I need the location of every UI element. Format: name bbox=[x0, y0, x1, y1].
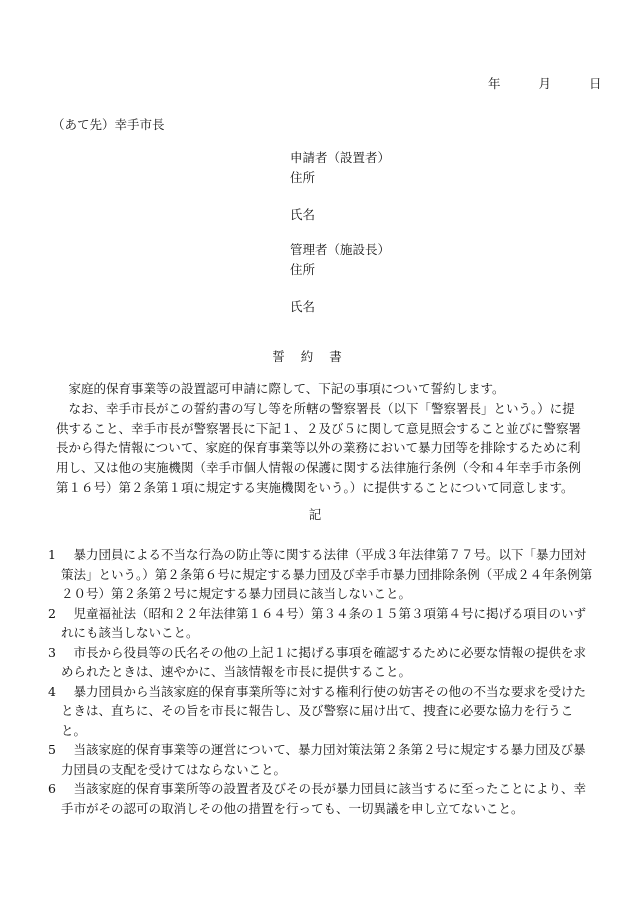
pledge-item bbox=[48, 740, 593, 779]
date-year: 年 bbox=[488, 76, 501, 91]
applicant-name-label: 氏名 bbox=[290, 207, 316, 222]
addressee: （あて先）幸手市長 bbox=[52, 117, 165, 132]
pledge-item-text: 児童福祉法（昭和２２年法律第１６４号）第３４条の１５第３項第４号に掲げる項目のいずれにも該当しないこと。 bbox=[61, 605, 587, 640]
date-month: 月 bbox=[538, 76, 551, 91]
applicant-address-label: 住所 bbox=[290, 170, 316, 185]
pledge-item bbox=[48, 779, 593, 818]
pledge-item-text: 暴力団員による不当な行為の防止等に関する法律（平成３年法律第７７号。以下「暴力団対策法」という。）第２条第６号に規定する暴力団及び幸手市暴力団排除条例（平成２４年条例第２０号）第２条第２号に規定する暴力団員に該当しないこと。 bbox=[61, 547, 593, 601]
manager-name-label: 氏名 bbox=[290, 299, 316, 314]
applicant-heading: 申請者（設置者） bbox=[290, 150, 391, 165]
pledge-list bbox=[48, 545, 593, 818]
ki-heading: 記 bbox=[308, 507, 322, 522]
pledge-item-number: 1 bbox=[48, 547, 56, 562]
pledge-item-number: 2 bbox=[48, 605, 56, 621]
document-title: 誓約書 bbox=[272, 349, 358, 364]
manager-address-label: 住所 bbox=[290, 262, 316, 277]
intro-text bbox=[56, 379, 581, 498]
pledge-item-text: 市長から役員等の氏名その他の上記１に掲げる事項を確認するために必要な情報の提供を求められたときは、速やかに、当該情報を市長に提供すること。 bbox=[61, 644, 587, 679]
pledge-item-number: 3 bbox=[48, 644, 56, 660]
pledge-item bbox=[48, 545, 593, 604]
pledge-item-text: 当該家庭的保育事業等の運営について、暴力団対策法第２条第２号に規定する暴力団及び暴力団員の支配を受けてはならないこと。 bbox=[61, 742, 586, 777]
manager-heading: 管理者（施設長） bbox=[290, 242, 391, 257]
date-line bbox=[488, 78, 601, 91]
pledge-item bbox=[48, 682, 593, 741]
intro-paragraph-1: 家庭的保育事業等の設置認可申請に際して、下記の事項について誓約します。 bbox=[68, 381, 505, 396]
intro-paragraph-2: なお、幸手市長がこの誓約書の写し等を所轄の警察署長（以下「警察署長」という。）に提供すること、幸手市長が警察署長に下記１、２及び５に関して意見照会すること並びに警察署長から得た情報について、家庭的保育事業等以外の業務において暴力団等を排除するために利用し、又は他の実施機関（幸手市個人情報の保護に関する法律施行条例（令和４年幸手市条例第１６号）第２条第１項に規定する実施機関をいう。）に提供することについて同意します。 bbox=[56, 400, 582, 495]
date-day: 日 bbox=[588, 76, 602, 91]
pledge-item-number: 4 bbox=[48, 683, 56, 699]
pledge-item-text: 暴力団員から当該家庭的保育事業所等に対する権利行使の妨害その他の不当な要求を受けたときは、直ちに、その旨を市長に報告し、及び警察に届け出て、捜査に必要な協力を行うこと。 bbox=[61, 683, 587, 738]
pledge-item-number: 5 bbox=[48, 742, 56, 757]
pledge-item bbox=[48, 643, 593, 682]
pledge-item-text: 当該家庭的保育事業所等の設置者及びその長が暴力団員に該当するに至ったことにより、幸手市がその認可の取消しその他の措置を行っても、一切異議を申し立てないこと。 bbox=[61, 781, 587, 816]
pledge-item bbox=[48, 604, 593, 643]
pledge-item-number: 6 bbox=[48, 781, 56, 796]
